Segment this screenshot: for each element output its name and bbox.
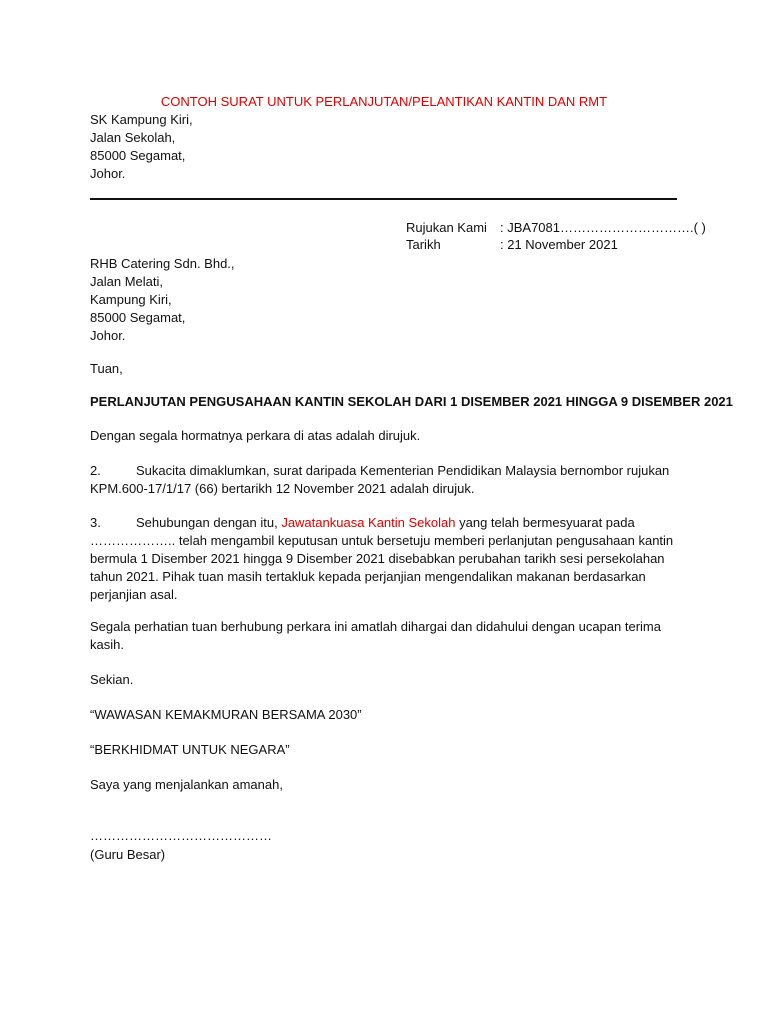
letter-subject: PERLANJUTAN PENGUSAHAAN KANTIN SEKOLAH DARI 1 DISEMBER 2021 HINGGA 9 DISEMBER 2021 <box>90 394 733 409</box>
letter-heading: CONTOH SURAT UNTUK PERLANJUTAN/PELANTIKAN KANTIN DAN RMT <box>160 94 608 109</box>
motto-wawasan: “WAWASAN KEMAKMURAN BERSAMA 2030” <box>90 707 362 722</box>
recipient-address <box>90 255 235 345</box>
recipient-line: 85000 Segamat, <box>90 310 186 325</box>
sender-line: Johor. <box>90 166 126 181</box>
recipient-line: Johor. <box>90 328 126 343</box>
recipient-line: Jalan Melati, <box>90 274 163 289</box>
signature-line: …………………………………… <box>90 828 272 843</box>
tarikh-label: Tarikh <box>406 237 441 252</box>
rujukan-label: Rujukan Kami <box>406 220 487 235</box>
date-row <box>406 236 706 253</box>
reference-block <box>406 219 706 253</box>
committee-highlight: Jawatankuasa Kantin Sekolah <box>281 515 456 530</box>
paragraph-number: 2. <box>90 463 101 478</box>
sender-line: 85000 Segamat, <box>90 148 186 163</box>
tarikh-value: : 21 November 2021 <box>500 237 618 252</box>
sender-line: Jalan Sekolah, <box>90 130 176 145</box>
salutation: Tuan, <box>90 361 123 376</box>
motto-berkhidmat: “BERKHIDMAT UNTUK NEGARA” <box>90 742 290 757</box>
sekian-text: Sekian. <box>90 672 134 687</box>
header-divider <box>90 198 677 200</box>
closing-paragraph: Segala perhatian tuan berhubung perkara ini amatlah dihargai dan didahului dengan ucapan terima kasih. <box>90 619 661 652</box>
paragraph-2 <box>90 462 680 498</box>
sender-address <box>90 111 193 183</box>
paragraph-number: 3. <box>90 515 101 530</box>
paragraph-text: Sukacita dimaklumkan, surat daripada Kementerian Pendidikan Malaysia bernombor rujukan KPM.600-17/1/17 (66) bertarikh 12 November 2021 adalah dirujuk. <box>90 463 670 496</box>
reference-row <box>406 219 706 236</box>
rujukan-value: : JBA7081………………………….( ) <box>500 220 706 235</box>
paragraph-3 <box>90 514 680 604</box>
recipient-line: Kampung Kiri, <box>90 292 172 307</box>
signatory-title: (Guru Besar) <box>90 847 166 862</box>
paragraph-text: Sehubungan dengan itu, <box>136 515 282 530</box>
intro-paragraph: Dengan segala hormatnya perkara di atas adalah dirujuk. <box>90 428 421 443</box>
recipient-line: RHB Catering Sdn. Bhd., <box>90 256 235 271</box>
amanah-text: Saya yang menjalankan amanah, <box>90 777 283 792</box>
sender-line: SK Kampung Kiri, <box>90 112 193 127</box>
paragraph-text: yang telah bermesyuarat pada ……………….. telah mengambil keputusan untuk bersetuju memberi perlanjutan pengusahaan kantin bermula 1 Disember 2021 hingga 9 Disember 2021 disebabkan perubahan tarikh sesi persekolahan tahun 2021. Pihak tuan masih tertakluk kepada perjanjian mengendalikan makanan berdasarkan perjanjian asal. <box>90 515 674 602</box>
